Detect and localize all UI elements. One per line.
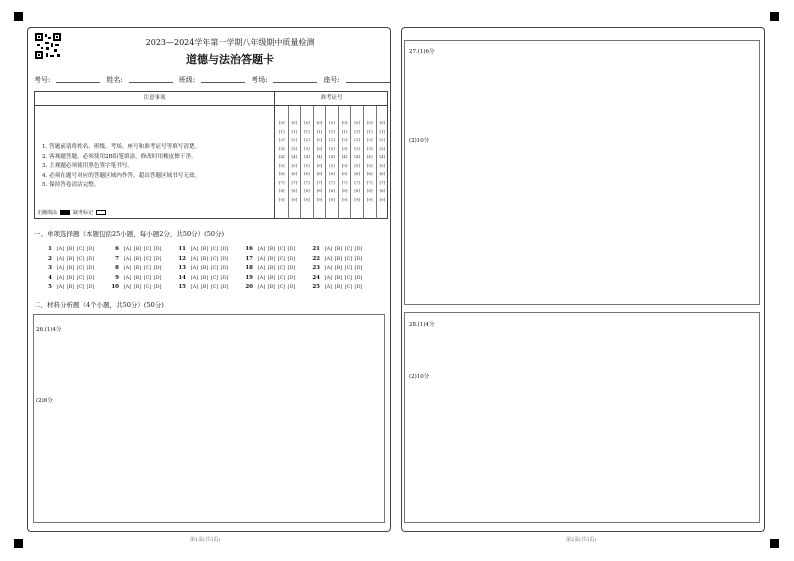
answer-box-q28[interactable] (404, 312, 760, 523)
exam-id-bubble[interactable]: [4] (304, 154, 310, 159)
answer-bubble[interactable]: [A] (257, 265, 266, 272)
exam-id-column (289, 106, 302, 219)
answer-bubble[interactable]: [C] (143, 284, 152, 291)
exam-id-bubble[interactable]: [5] (291, 162, 298, 168)
answer-bubble[interactable]: [C] (277, 265, 286, 272)
answer-bubble[interactable]: [D] (287, 246, 296, 252)
exam-id-bubble[interactable]: [5] (341, 162, 348, 168)
exam-id-bubble[interactable]: [1] (379, 128, 386, 134)
answer-bubble[interactable]: [C] (344, 284, 353, 291)
answer-bubble[interactable]: [C] (143, 265, 152, 272)
question-number: 21 (312, 246, 320, 252)
exam-id-bubble[interactable]: [9] (366, 196, 373, 202)
answer-bubble[interactable]: [D] (287, 284, 296, 291)
room-field[interactable] (273, 75, 317, 83)
exam-id-bubble[interactable]: [3] (354, 145, 360, 151)
answer-bubble[interactable]: [B] (133, 265, 142, 272)
exam-id-bubble[interactable]: [0] (291, 120, 298, 125)
answer-bubble[interactable]: [C] (277, 255, 286, 262)
exam-id-bubble[interactable]: [4] (379, 154, 386, 159)
answer-bubble[interactable]: [A] (123, 274, 132, 281)
exam-id-bubble[interactable]: [2] (291, 137, 298, 142)
answer-bubble[interactable]: [D] (287, 265, 296, 272)
exam-id-bubble[interactable]: [5] (278, 162, 285, 168)
exam-id-bubble[interactable]: [7] (366, 179, 373, 185)
answer-bubble[interactable]: [A] (123, 284, 132, 291)
answer-bubble[interactable]: [A] (123, 246, 132, 252)
question-number: 24 (312, 274, 320, 281)
exam-id-bubble[interactable]: [6] (354, 171, 360, 176)
exam-id-bubble[interactable]: [8] (278, 188, 285, 193)
exam-id-bubble[interactable]: [1] (278, 128, 285, 134)
question-number: 8 (115, 265, 119, 272)
notice-item: 2. 客观题答题，必须使用2B铅笔填涂，修改时用橡皮擦干净。 (42, 153, 197, 160)
notice-list (42, 143, 200, 191)
answer-bubble[interactable]: [D] (153, 274, 162, 281)
answer-bubble[interactable]: [A] (190, 274, 199, 281)
multiple-choice-grid (42, 245, 377, 291)
answer-bubble[interactable]: [D] (287, 274, 296, 281)
exam-id-column (377, 106, 389, 219)
exam-id-bubble[interactable]: [0] (379, 120, 386, 125)
answer-bubble[interactable]: [D] (354, 265, 363, 272)
answer-bubble[interactable]: [C] (76, 274, 85, 281)
answer-bubble[interactable]: [C] (76, 255, 85, 262)
exam-id-bubble[interactable]: [6] (304, 171, 310, 176)
mcq-question (310, 264, 377, 272)
mcq-question (109, 283, 176, 291)
mcq-question (176, 255, 243, 263)
exam-id-bubble[interactable]: [3] (341, 145, 348, 151)
answer-bubble[interactable]: [A] (56, 255, 65, 262)
exam-id-bubble[interactable]: [7] (316, 179, 323, 185)
answer-bubble[interactable]: [B] (334, 255, 343, 262)
answer-bubble[interactable]: [A] (56, 274, 65, 281)
notice-item: 5. 保持答卷清洁完整。 (42, 182, 100, 188)
answer-bubble[interactable]: [D] (220, 274, 229, 281)
info-label-room: 考场: (251, 76, 268, 84)
notice-item: 1. 答题前请将姓名、班级、考场、座号和准考证号等填写清楚。 (42, 144, 201, 150)
exam-id-bubble[interactable]: [2] (341, 137, 348, 142)
answer-bubble[interactable]: [B] (133, 246, 142, 252)
exam-id-bubble[interactable]: [7] (341, 179, 348, 185)
answer-bubble[interactable]: [B] (267, 274, 276, 281)
answer-bubble[interactable]: [C] (277, 246, 286, 252)
mcq-question (109, 255, 176, 263)
exam-id-bubble[interactable]: [3] (291, 145, 298, 151)
answer-bubble[interactable]: [A] (324, 284, 333, 291)
q28-part2-label: (2)10分 (409, 374, 430, 380)
exam-id-column (301, 106, 314, 219)
page-footer-2: 第2页(共3页) (566, 537, 597, 543)
exam-id-bubble[interactable]: [9] (278, 196, 285, 202)
answer-bubble[interactable]: [D] (153, 265, 162, 272)
exam-id-bubble[interactable]: [8] (316, 188, 323, 193)
exam-id-bubble[interactable]: [2] (354, 137, 360, 142)
exam-id-bubble[interactable]: [5] (316, 162, 323, 168)
answer-bubble[interactable]: [D] (220, 255, 229, 262)
registration-mark-top-left (14, 12, 23, 21)
mcq-question (243, 255, 310, 263)
exam-id-header: 准考证号 (275, 92, 388, 106)
mcq-question (176, 283, 243, 291)
question-number: 7 (115, 255, 119, 262)
mcq-question (310, 283, 377, 291)
info-label-name: 姓名: (106, 76, 123, 84)
card-title: 道德与法治答题卡 (186, 53, 274, 66)
answer-bubble[interactable]: [D] (86, 274, 95, 281)
exam-id-bubble[interactable]: [2] (366, 137, 373, 142)
answer-bubble[interactable]: [B] (200, 284, 209, 291)
question-number: 18 (245, 265, 253, 272)
exam-id-bubble[interactable]: [8] (341, 188, 348, 193)
answer-bubble[interactable]: [B] (66, 255, 75, 262)
question-number: 20 (245, 284, 253, 291)
q27-part2-label: (2)10分 (409, 138, 430, 144)
exam-id-bubble[interactable]: [1] (291, 128, 298, 134)
exam-id-bubble[interactable]: [9] (304, 196, 310, 202)
exam-id-column (326, 106, 339, 219)
question-number: 5 (48, 284, 52, 291)
mcq-question (176, 245, 243, 253)
answer-bubble[interactable]: [A] (190, 265, 199, 272)
exam-id-bubble[interactable]: [5] (304, 162, 310, 168)
exam-id-bubble[interactable]: [9] (354, 196, 360, 202)
answer-bubble[interactable]: [C] (210, 274, 219, 281)
exam-id-column (276, 106, 289, 219)
mcq-question (243, 274, 310, 282)
answer-bubble[interactable]: [C] (76, 246, 85, 252)
answer-bubble[interactable]: [C] (210, 265, 219, 272)
exam-id-bubble[interactable]: [8] (291, 188, 298, 193)
answer-bubble[interactable]: [C] (210, 255, 219, 262)
exam-id-bubble[interactable]: [3] (329, 145, 335, 151)
info-label-class: 班级: (178, 76, 196, 84)
exam-id-bubble[interactable]: [4] (366, 154, 373, 159)
answer-bubble[interactable]: [D] (220, 265, 229, 272)
question-number: 1 (48, 246, 52, 252)
exam-id-bubble[interactable]: [9] (316, 196, 323, 202)
notice-body (35, 106, 275, 219)
section-1-title: 一、单项选择题（本题包括25小题，每小题2分，共50分）(50分) (34, 230, 225, 238)
question-number: 12 (178, 255, 186, 262)
question-number: 2 (48, 255, 52, 262)
registration-mark-bottom-right (770, 539, 779, 548)
mcq-question (42, 255, 109, 263)
exam-id-bubble[interactable]: [8] (379, 188, 386, 193)
exam-id-bubble[interactable]: [8] (354, 188, 360, 193)
exam-id-bubble[interactable]: [4] (291, 154, 298, 159)
registration-mark-top-right (770, 12, 779, 21)
section-2-title: 二、材料分析题（4个小题，共50分）(50分) (34, 301, 164, 309)
exam-id-bubble[interactable]: [3] (379, 145, 386, 151)
exam-id-bubble[interactable]: [6] (366, 171, 373, 176)
answer-bubble[interactable]: [D] (354, 284, 363, 291)
qr-code (35, 33, 61, 59)
exam-id-bubble[interactable]: [1] (354, 128, 360, 134)
exam-id-bubble[interactable]: [4] (341, 154, 348, 159)
answer-bubble[interactable]: [D] (287, 255, 296, 262)
answer-bubble[interactable]: [A] (190, 284, 199, 291)
answer-bubble[interactable]: [D] (86, 265, 95, 272)
mcq-question (176, 274, 243, 282)
exam-id-bubble[interactable]: [7] (278, 179, 285, 185)
answer-bubble[interactable]: [B] (66, 246, 75, 252)
answer-bubble[interactable]: [B] (200, 274, 209, 281)
answer-bubble[interactable]: [D] (354, 246, 363, 252)
exam-id-bubble[interactable]: [5] (366, 162, 373, 168)
exam-id-bubble[interactable]: [4] (354, 154, 360, 159)
exam-id-bubble[interactable]: [9] (329, 196, 335, 202)
exam-id-bubble[interactable]: [1] (304, 128, 310, 134)
notice-box (34, 91, 388, 219)
exam-id-bubble[interactable]: [8] (304, 188, 310, 193)
question-number: 14 (178, 274, 186, 281)
answer-bubble[interactable]: [D] (86, 255, 95, 262)
answer-bubble[interactable]: [A] (56, 284, 65, 291)
notice-item: 4. 必须在题号对应的答题区域内作答，超出答题区域书写无效。 (42, 172, 201, 179)
exam-id-bubble[interactable]: [1] (366, 128, 373, 134)
answer-bubble[interactable]: [C] (143, 255, 152, 262)
question-number: 13 (178, 265, 186, 272)
exam-id-bubble[interactable]: [6] (291, 171, 298, 176)
fill-legend (37, 209, 106, 216)
question-number: 9 (115, 274, 119, 281)
fill-correct-sample (60, 210, 70, 215)
answer-bubble[interactable]: [B] (200, 265, 209, 272)
answer-bubble[interactable]: [C] (76, 265, 85, 272)
exam-id-bubble[interactable]: [6] (316, 171, 323, 176)
answer-bubble[interactable]: [A] (56, 246, 65, 252)
question-number: 16 (245, 246, 253, 252)
exam-id-bubble[interactable]: [5] (379, 162, 386, 168)
info-label-seat: 座号: (323, 76, 340, 84)
seat-field[interactable] (346, 75, 390, 83)
answer-bubble[interactable]: [C] (143, 274, 152, 281)
exam-id-bubble[interactable]: [4] (329, 154, 335, 159)
exam-id-column (351, 106, 364, 219)
answer-bubble[interactable]: [C] (277, 284, 286, 291)
question-number: 6 (115, 246, 119, 252)
exam-title: 2023—2024学年第一学期八年级期中质量检测 (145, 38, 315, 47)
answer-box-q26[interactable] (33, 314, 385, 523)
exam-id-bubble[interactable]: [3] (316, 145, 323, 151)
exam-id-bubble[interactable]: [0] (354, 120, 360, 125)
answer-bubble[interactable]: [C] (344, 274, 353, 281)
q27-part1-label: 27.(1)6分 (409, 49, 435, 55)
student-info-line (34, 75, 390, 85)
fill-correct-label: 正确填涂 (37, 210, 58, 216)
name-field[interactable] (129, 75, 173, 83)
answer-bubble[interactable]: [D] (220, 246, 229, 252)
answer-bubble[interactable]: [D] (220, 284, 229, 291)
answer-bubble[interactable]: [B] (133, 274, 142, 281)
answer-bubble[interactable]: [C] (344, 265, 353, 272)
fill-absent-label: 缺考标记 (73, 210, 94, 216)
question-number: 15 (178, 284, 186, 291)
exam-id-column (339, 106, 352, 219)
mcq-question (243, 283, 310, 291)
answer-bubble[interactable]: [D] (86, 284, 95, 291)
answer-bubble[interactable]: [A] (257, 284, 266, 291)
answer-bubble[interactable]: [D] (354, 255, 363, 262)
answer-bubble[interactable]: [B] (334, 265, 343, 272)
exam-id-bubble[interactable]: [5] (354, 162, 360, 168)
mcq-question (42, 245, 109, 253)
answer-bubble[interactable]: [D] (153, 255, 162, 262)
question-number: 17 (245, 255, 253, 262)
mcq-question (109, 264, 176, 272)
mcq-question (109, 245, 176, 253)
answer-bubble[interactable]: [C] (76, 284, 85, 291)
answer-bubble[interactable]: [D] (153, 246, 162, 252)
question-number: 4 (48, 274, 52, 281)
exam-id-bubble[interactable]: [2] (329, 137, 335, 142)
answer-box-q27[interactable] (404, 40, 760, 305)
exam-id-column (314, 106, 327, 219)
registration-mark-bottom-left (14, 539, 23, 548)
answer-bubble[interactable]: [B] (200, 246, 209, 252)
exam-id-bubble[interactable]: [2] (379, 137, 386, 142)
answer-bubble[interactable]: [D] (86, 246, 95, 252)
answer-bubble[interactable]: [A] (56, 265, 65, 272)
answer-bubble[interactable]: [A] (190, 255, 199, 262)
answer-bubble[interactable]: [D] (153, 284, 162, 291)
answer-bubble[interactable]: [C] (344, 246, 353, 252)
answer-bubble[interactable]: [A] (324, 246, 333, 252)
q28-part1-label: 28.(1)4分 (409, 322, 435, 328)
q26-part2-label: (2)6分 (36, 398, 53, 404)
answer-bubble[interactable]: [B] (267, 246, 276, 252)
mcq-question (310, 255, 377, 263)
answer-bubble[interactable]: [A] (257, 255, 266, 262)
exam-id-bubble[interactable]: [0] (316, 120, 323, 125)
mcq-question (42, 283, 109, 291)
question-number: 3 (48, 265, 52, 272)
exam-id-bubble[interactable]: [7] (379, 179, 386, 185)
answer-bubble[interactable]: [B] (66, 284, 75, 291)
exam-id-bubble[interactable]: [7] (304, 179, 310, 185)
answer-bubble[interactable]: [B] (267, 284, 276, 291)
question-number: 23 (312, 265, 320, 272)
exam-id-bubble[interactable]: [5] (329, 162, 335, 168)
exam-id-bubble[interactable]: [3] (366, 145, 373, 151)
answer-bubble[interactable]: [A] (190, 246, 199, 252)
answer-bubble[interactable]: [B] (267, 265, 276, 272)
exam-id-bubble[interactable]: [6] (329, 171, 335, 176)
answer-bubble[interactable]: [A] (123, 265, 132, 272)
exam-number-field[interactable] (56, 75, 100, 83)
answer-bubble[interactable]: [B] (334, 274, 343, 281)
exam-id-bubble[interactable]: [6] (379, 171, 386, 176)
notice-item: 3. 主观题必须使用黑色签字笔书写。 (42, 163, 134, 169)
answer-bubble[interactable]: [C] (143, 246, 152, 252)
answer-bubble[interactable]: [B] (200, 255, 209, 262)
exam-id-bubble[interactable]: [2] (304, 137, 310, 142)
notice-header: 注意事项 (35, 92, 275, 106)
exam-id-bubble[interactable]: [3] (278, 145, 285, 151)
exam-id-bubble[interactable]: [3] (304, 145, 310, 151)
mcq-question (176, 264, 243, 272)
exam-id-bubble[interactable]: [2] (278, 137, 285, 142)
question-number: 22 (312, 255, 320, 262)
exam-id-bubble[interactable]: [1] (329, 128, 335, 134)
exam-id-column (364, 106, 377, 219)
answer-bubble[interactable]: [B] (334, 246, 343, 252)
mcq-question (42, 264, 109, 272)
mcq-question (42, 274, 109, 282)
exam-id-bubble[interactable]: [1] (341, 128, 348, 134)
answer-bubble[interactable]: [C] (210, 284, 219, 291)
info-label-exam-number: 考号: (34, 76, 51, 84)
exam-id-bubble[interactable]: [1] (316, 128, 323, 134)
question-number: 19 (245, 274, 253, 281)
exam-id-bubble[interactable]: [8] (329, 188, 335, 193)
answer-bubble[interactable]: [A] (324, 255, 333, 262)
question-number: 11 (178, 246, 186, 252)
answer-bubble[interactable]: [C] (344, 255, 353, 262)
answer-bubble[interactable]: [A] (324, 274, 333, 281)
exam-id-bubble[interactable]: [0] (304, 120, 310, 125)
exam-id-bubble[interactable]: [9] (341, 196, 348, 202)
page-footer-1: 第1页(共3页) (190, 537, 221, 543)
mcq-question (310, 245, 377, 253)
exam-id-bubble[interactable]: [0] (278, 120, 285, 125)
exam-id-bubble[interactable]: [6] (278, 171, 285, 176)
mcq-question (109, 274, 176, 282)
answer-bubble[interactable]: [B] (133, 284, 142, 291)
exam-id-bubble[interactable]: [2] (316, 137, 323, 142)
question-number: 25 (312, 284, 320, 291)
exam-id-bubble[interactable]: [7] (354, 179, 360, 185)
mcq-question (310, 274, 377, 282)
exam-id-bubble[interactable]: [0] (341, 120, 348, 125)
answer-bubble[interactable]: [C] (277, 274, 286, 281)
exam-id-bubble[interactable]: [7] (291, 179, 298, 185)
answer-bubble[interactable]: [B] (133, 255, 142, 262)
exam-id-bubble[interactable]: [7] (329, 179, 335, 185)
answer-bubble[interactable]: [A] (257, 246, 266, 252)
answer-bubble[interactable]: [B] (334, 284, 343, 291)
exam-id-bubble[interactable]: [0] (329, 120, 335, 125)
q26-part1-label: 26.(1)4分 (36, 327, 62, 333)
exam-id-bubble[interactable]: [0] (366, 120, 373, 125)
answer-bubble[interactable]: [B] (267, 255, 276, 262)
exam-id-bubble[interactable]: [4] (316, 154, 323, 159)
mcq-question (243, 264, 310, 272)
exam-id-bubble[interactable]: [8] (366, 188, 373, 193)
answer-bubble[interactable]: [A] (123, 255, 132, 262)
answer-bubble[interactable]: [B] (66, 274, 75, 281)
absent-mark-box[interactable] (96, 210, 106, 215)
exam-id-grid (276, 106, 388, 219)
exam-id-bubble[interactable]: [9] (379, 196, 386, 202)
answer-bubble[interactable]: [C] (210, 246, 219, 252)
answer-bubble[interactable]: [A] (324, 265, 333, 272)
exam-id-bubble[interactable]: [4] (278, 154, 285, 159)
answer-bubble[interactable]: [B] (66, 265, 75, 272)
mcq-question (243, 245, 310, 253)
exam-id-bubble[interactable]: [9] (291, 196, 298, 202)
class-field[interactable] (201, 75, 245, 83)
answer-bubble[interactable]: [A] (257, 274, 266, 281)
exam-id-bubble[interactable]: [6] (341, 171, 348, 176)
answer-bubble[interactable]: [D] (354, 274, 363, 281)
question-number: 10 (111, 284, 119, 291)
